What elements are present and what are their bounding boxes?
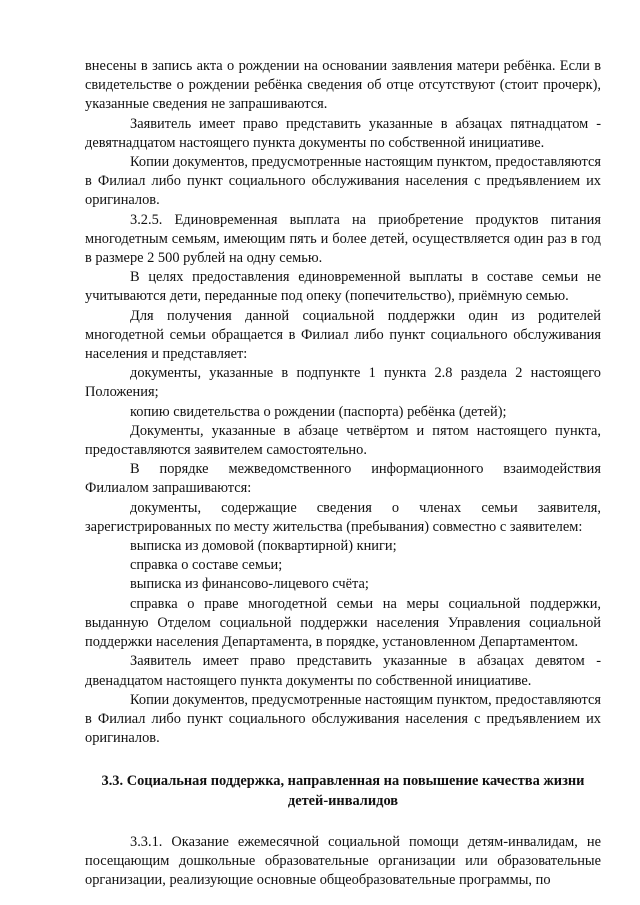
paragraphs-before <box>85 57 601 748</box>
paragraph: копию свидетельства о рождении (паспорта) ребёнка (детей); <box>130 403 507 420</box>
paragraph: Заявитель имеет право представить указанные в абзацах пятнадцатом - девятнадцатом настоящего пункта документы по собственной инициативе. <box>85 115 601 151</box>
paragraph: Документы, указанные в абзаце четвёртом и пятом настоящего пункта, предоставляются заявителем самостоятельно. <box>85 422 601 459</box>
section-heading: 3.3. Социальная поддержка, направленная на повышение качества жизни детей-инвалидов <box>101 773 585 809</box>
paragraph: В порядке межведомственного информационного взаимодействия Филиалом запрашиваются: <box>85 461 601 497</box>
paragraph: документы, содержащие сведения о членах семьи заявителя, зарегистрированных по месту жительства (пребывания) совместно с заявителем: <box>85 499 601 535</box>
paragraph: Для получения данной социальной поддержки один из родителей многодетной семьи обращается в Филиал либо пункт социального обслуживания населения и представляет: <box>85 307 601 363</box>
document-page <box>85 57 601 890</box>
paragraph: Заявитель имеет право представить указанные в абзацах девятом - двенадцатом настоящего пункта документы по собственной инициативе. <box>85 653 601 689</box>
paragraph: выписка из домовой (поквартирной) книги; <box>130 538 397 555</box>
paragraph: справка о составе семьи; <box>130 557 283 574</box>
paragraph: Копии документов, предусмотренные настоящим пунктом, предоставляются в Филиал либо пункт социального обслуживания населения с предъявлением их оригиналов. <box>85 691 601 747</box>
paragraph: 3.2.5. Единовременная выплата на приобретение продуктов питания многодетным семьям, имеющим пять и более детей, осуществляется один раз в год в размере 2 500 рублей на одну семью. <box>85 211 601 267</box>
paragraph: выписка из финансово-лицевого счёта; <box>130 576 369 593</box>
paragraph: 3.3.1. Оказание ежемесячной социальной помощи детям-инвалидам, не посещающим дошкольные образовательные организации или образовательные организации, реализующие основные общеобразовательные программы, по <box>85 833 601 889</box>
paragraph: Копии документов, предусмотренные настоящим пунктом, предоставляются в Филиал либо пункт социального обслуживания населения с предъявлением их оригиналов. <box>85 154 601 209</box>
paragraph: справка о праве многодетной семьи на меры социальной поддержки, выданную Отделом социальной поддержки населения Управления социальной поддержки населения Департамента, в порядке, установленном Департаментом. <box>85 595 601 651</box>
paragraph: документы, указанные в подпункте 1 пункта 2.8 раздела 2 настоящего Положения; <box>85 365 601 401</box>
paragraph: В целях предоставления единовременной выплаты в составе семьи не учитываются дети, переданные под опеку (попечительство), приёмную семью. <box>85 269 601 305</box>
paragraph: внесены в запись акта о рождении на основании заявления матери ребёнка. Если в свидетельстве о рождении ребёнка сведения об отце отсутствуют (стоит прочерк), указанные сведения не запрашиваются. <box>85 58 601 113</box>
